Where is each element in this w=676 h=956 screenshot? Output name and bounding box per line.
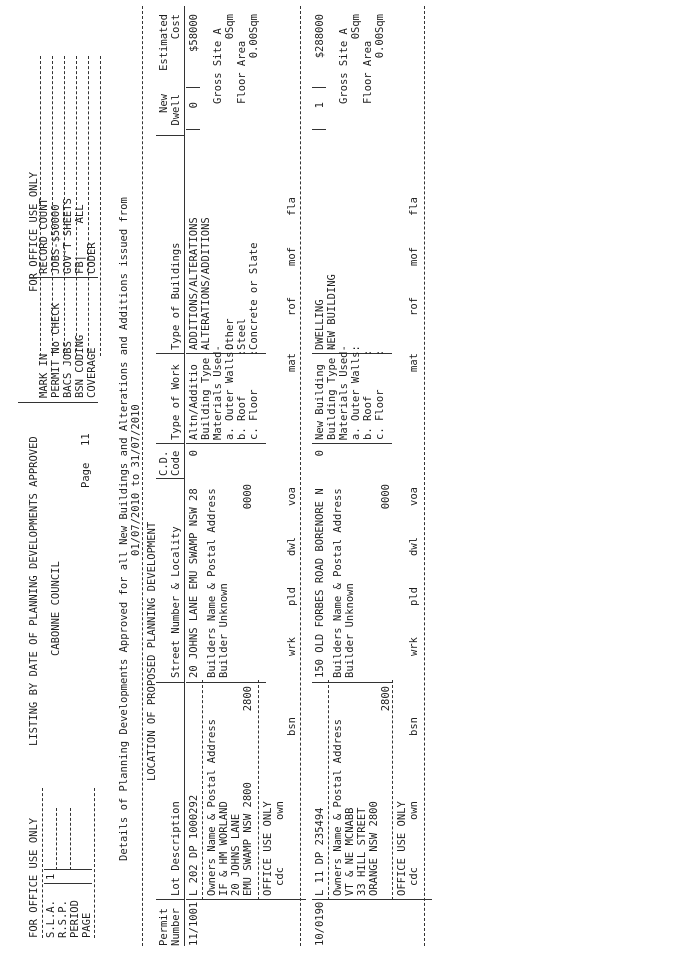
builder-postcode: 0000	[380, 484, 392, 510]
floor-label: c. Floor	[248, 389, 260, 440]
lot-description: L 11 DP 235494	[314, 807, 326, 896]
office-code-mof: mof	[408, 247, 420, 266]
coverage: COVERAGE	[86, 347, 98, 398]
roof-value: Steel	[236, 318, 248, 350]
building-type-label: Building Type -	[326, 345, 338, 440]
office-code-bsn: bsn	[408, 717, 420, 736]
office-code-mof: mof	[286, 247, 298, 266]
govt-sheets: GOV'T SHEETS	[62, 198, 74, 274]
office-code-voa: voa	[408, 487, 420, 506]
council-name: CABONNE COUNCIL	[50, 561, 62, 656]
owner-line: IF & HM WORLAND	[218, 801, 230, 896]
type-of-work: Altn/Additio	[188, 364, 200, 440]
fb-all: FB| ALL	[74, 204, 86, 274]
office-code-bsn: bsn	[286, 717, 298, 736]
office-use-label: OFFICE USE ONLY	[396, 801, 408, 896]
details-line-1: Details of Planning Developments Approved for all New Buildings and Alterations and Additions issued from	[118, 197, 130, 861]
office-code-cdc: cdc	[274, 867, 286, 886]
owner-line: VT & NE MCNABB	[344, 807, 356, 896]
col-permit-1: Permit	[158, 908, 170, 946]
materials-label: Materials Used-	[212, 345, 224, 440]
col-type-of-work: Type of Work	[170, 364, 182, 440]
street-locality: 20 JOHNS LANE EMU SWAMP NSW 28	[188, 488, 200, 678]
type-of-work: New Building	[314, 364, 326, 440]
street-locality: 150 OLD FORBES ROAD BORENORE N	[314, 488, 326, 678]
gross-site-value: 0Sqm	[350, 14, 362, 40]
col-estimated-1: Estimated	[158, 14, 170, 71]
col-new-1: New	[158, 94, 170, 113]
owner-line: ORANGE NSW 2800	[368, 801, 380, 896]
col-dwell-2: Dwell	[170, 94, 182, 126]
estimated-cost: $58000	[188, 14, 200, 52]
office-code-dwl: dwl	[408, 537, 420, 556]
owners-label: Owners Name & Postal Address	[332, 718, 344, 896]
office-code-own: own	[408, 801, 420, 820]
lot-description: L 202 DP 1000292	[188, 794, 200, 896]
jobs-50000: JOBS-$50000	[50, 204, 62, 274]
floor-colon: :	[374, 349, 386, 356]
office-code-own: own	[274, 801, 286, 820]
owner-postcode: 2800	[242, 686, 254, 712]
rsp-label: R.S.P.	[57, 900, 69, 938]
floor-value: Concrete or Slate	[248, 242, 260, 350]
office-code-pld: pld	[286, 587, 298, 606]
page-label: Page	[80, 462, 92, 488]
roof-label: b. Roof	[362, 395, 374, 440]
cd-code: 0	[188, 450, 200, 457]
details-line-2: 01/07/2010 to 31/07/2010	[130, 404, 142, 556]
coder: CODER	[86, 242, 98, 274]
location-group-label: LOCATION OF PROPOSED PLANNING DEVELOPMENT	[146, 521, 158, 781]
office-code-mat: mat	[408, 353, 420, 372]
gross-site-label: Gross Site A	[212, 28, 224, 104]
owners-label: Owners Name & Postal Address	[206, 718, 218, 896]
materials-label: Materials Used-	[338, 345, 350, 440]
office-use-right-title: FOR OFFICE USE ONLY	[28, 171, 40, 292]
floor-area-label: Floor Area	[362, 40, 374, 104]
cd-code: 0	[314, 450, 326, 457]
office-code-wrk: wrk	[408, 637, 420, 656]
floor-colon: :	[248, 349, 260, 356]
builders-label: Builders Name & Postal Address	[206, 488, 218, 678]
gross-site-label: Gross Site A	[338, 28, 350, 104]
builder-line: Builder Unknown	[344, 583, 356, 678]
office-code-dwl: dwl	[286, 537, 298, 556]
col-cd-code-2: Code	[170, 450, 182, 476]
new-dwell: 0	[188, 102, 200, 109]
owner-line: 33 HILL STREET	[356, 807, 368, 896]
mark-in: MARK IN	[38, 353, 50, 398]
builder-postcode: 0000	[242, 484, 254, 510]
floor-label: c. Floor	[374, 389, 386, 440]
building-type-label: Building Type -	[200, 345, 212, 440]
period-label: PERIOD	[69, 900, 81, 938]
col-cd-code-1: C.D.	[158, 450, 170, 476]
sla-value: 1	[45, 873, 57, 880]
type-of-buildings-2: ALTERATIONS/ADDITIONS	[200, 217, 212, 350]
owner-line: EMU SWAMP NSW 2800	[242, 782, 254, 896]
owner-line: 20 JOHNS LANE	[230, 813, 242, 896]
gross-site-value: 0Sqm	[224, 14, 236, 40]
report-title: LISTING BY DATE OF PLANNING DEVELOPMENTS APPROVED	[28, 436, 40, 746]
outer-walls-label: a. Outer Walls:	[224, 345, 236, 440]
sla-label: S.L.A.	[45, 900, 57, 938]
office-use-left-title: FOR OFFICE USE ONLY	[28, 817, 40, 938]
office-code-fla: fla	[408, 197, 420, 216]
permit-number: 10/0190	[314, 901, 326, 946]
office-code-mat: mat	[286, 353, 298, 372]
col-permit-2: Number	[170, 908, 182, 946]
builders-label: Builders Name & Postal Address	[332, 488, 344, 678]
col-type-of-buildings: Type of Buildings	[170, 242, 182, 350]
page-box-label: PAGE	[81, 912, 93, 938]
type-of-buildings-1: ADDITIONS/ALTERATIONS	[188, 217, 200, 350]
roof-label: b. Roof	[236, 395, 248, 440]
record-count: RECORD COUNT	[38, 198, 50, 274]
office-code-fla: fla	[286, 197, 298, 216]
roof-colon: :	[236, 349, 248, 356]
office-code-voa: voa	[286, 487, 298, 506]
office-code-rof: rof	[408, 297, 420, 316]
office-use-label: OFFICE USE ONLY	[262, 801, 274, 896]
office-code-rof: rof	[286, 297, 298, 316]
outer-walls-value: Other	[224, 318, 236, 350]
roof-colon: :	[362, 349, 374, 356]
permit-number: 11/1001	[188, 901, 200, 946]
floor-area-value: 0.00Sqm	[248, 14, 260, 59]
bsn-coding: BSN CODING	[74, 334, 86, 398]
col-lot-description: Lot Description	[170, 801, 182, 896]
type-of-buildings-1: DWELLING	[314, 299, 326, 350]
col-street-locality: Street Number & Locality	[170, 526, 182, 678]
outer-walls-label: a. Outer Walls:	[350, 345, 362, 440]
page-number: 11	[80, 433, 92, 446]
new-dwell: 1	[314, 102, 326, 109]
owner-postcode: 2800	[380, 686, 392, 712]
estimated-cost: $288000	[314, 14, 326, 59]
floor-area-value: 0.00Sqm	[374, 14, 386, 59]
builder-line: Builder Unknown	[218, 583, 230, 678]
bacs-jobs: BACS JOBS	[62, 341, 74, 398]
floor-area-label: Floor Area	[236, 40, 248, 104]
office-code-wrk: wrk	[286, 637, 298, 656]
office-code-pld: pld	[408, 587, 420, 606]
permit-no-check: PERMIT No CHECK	[50, 303, 62, 398]
col-cost-2: Cost	[170, 14, 182, 40]
type-of-buildings-2: NEW BUILDING	[326, 274, 338, 350]
office-code-cdc: cdc	[408, 867, 420, 886]
